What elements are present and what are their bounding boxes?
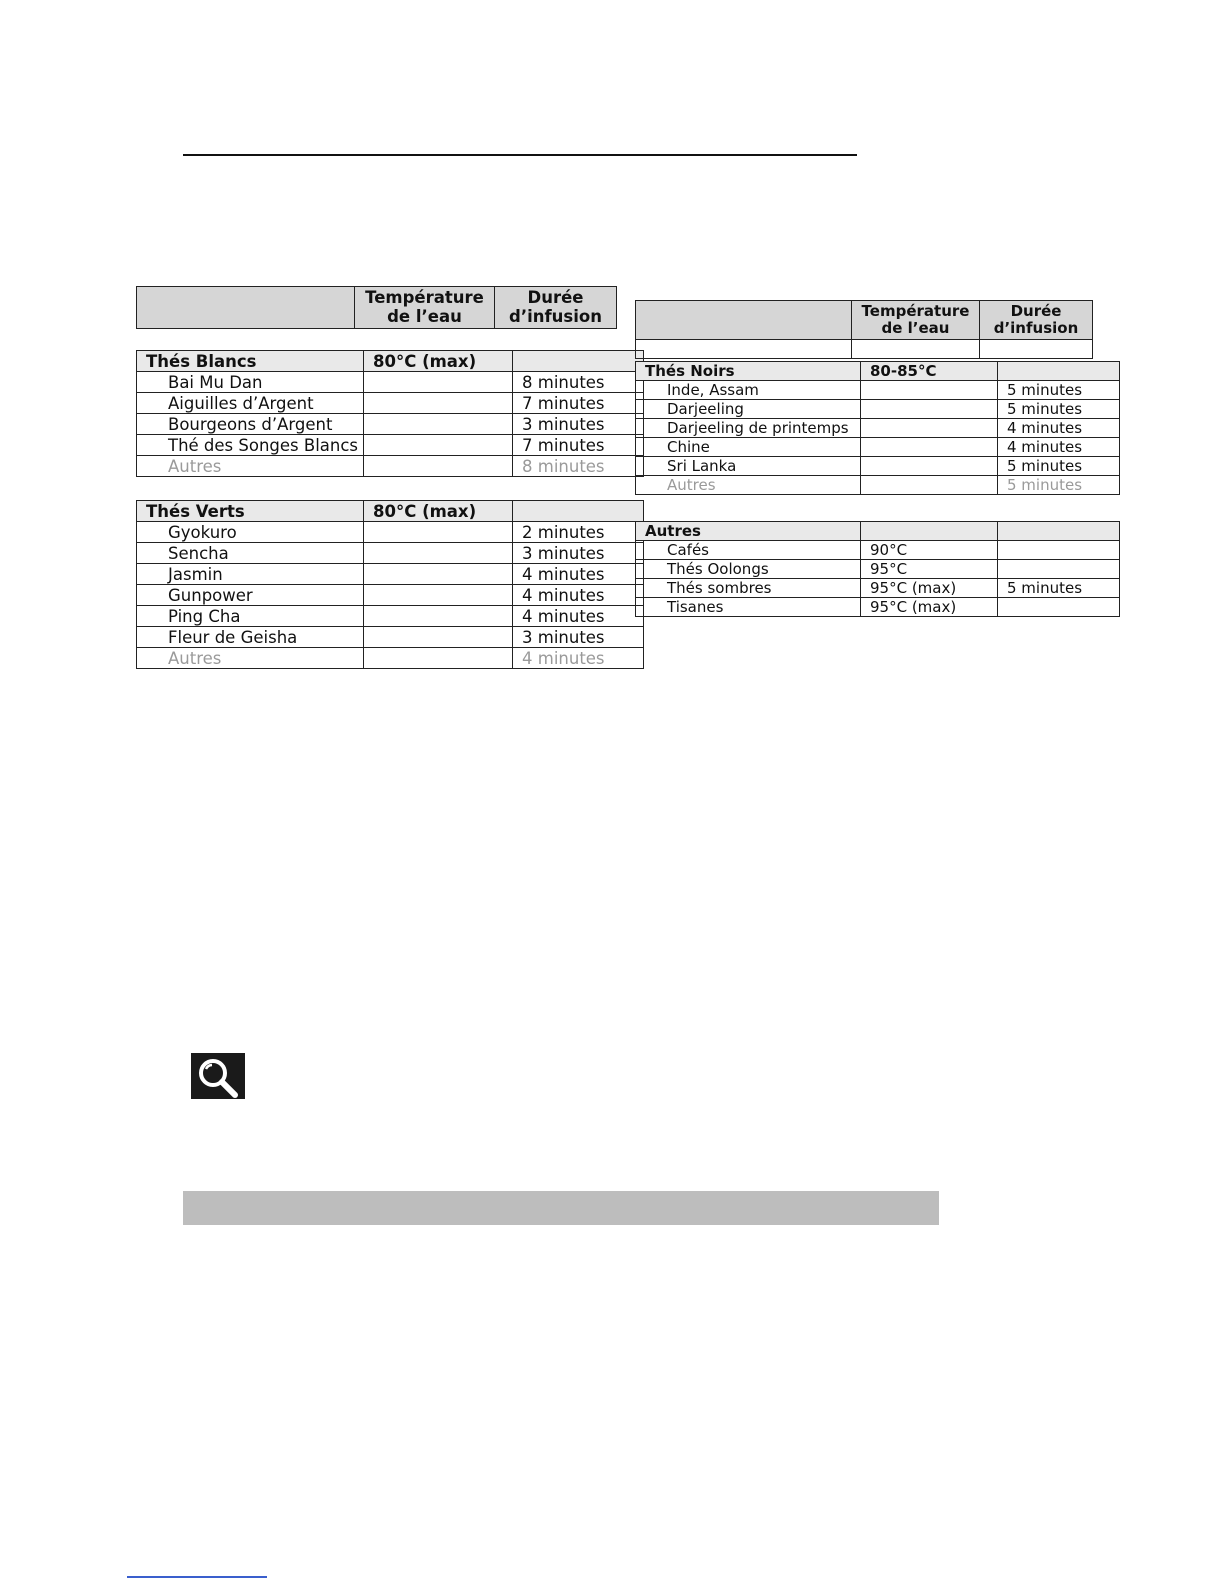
- table-row: [636, 400, 1120, 419]
- header-temperature: Température de l’eau: [355, 287, 495, 329]
- table-row: [137, 435, 644, 456]
- group-name: Autres: [636, 522, 861, 541]
- tea-name: Autres: [137, 648, 364, 669]
- tea-duration: 7 minutes: [513, 393, 644, 414]
- black-teas-table: [635, 361, 1120, 495]
- tea-name: Sencha: [137, 543, 364, 564]
- tea-temperature: [364, 522, 513, 543]
- header-temperature: Température de l’eau: [852, 301, 980, 340]
- tea-temperature: 95°C (max): [861, 598, 998, 617]
- tea-name: Thé des Songes Blancs: [137, 435, 364, 456]
- tea-duration: 4 minutes: [998, 438, 1120, 457]
- tea-temperature: [364, 414, 513, 435]
- spacer-row: [636, 340, 1093, 359]
- tea-temperature: [364, 564, 513, 585]
- table-row: [636, 457, 1120, 476]
- section-bar: [183, 1191, 939, 1225]
- tea-duration: 8 minutes: [513, 456, 644, 477]
- group-temperature: [861, 522, 998, 541]
- header-empty-cell: [636, 301, 852, 340]
- tea-duration: 8 minutes: [513, 372, 644, 393]
- group-name: Thés Verts: [137, 501, 364, 522]
- table-row: [137, 522, 644, 543]
- title-underline: [183, 154, 857, 156]
- tea-temperature: 95°C: [861, 560, 998, 579]
- green-teas-table: [136, 500, 644, 669]
- table-row: [137, 648, 644, 669]
- tea-temperature: [861, 457, 998, 476]
- tea-duration: 3 minutes: [513, 543, 644, 564]
- group-temperature: 80°C (max): [364, 351, 513, 372]
- tea-duration: 4 minutes: [513, 585, 644, 606]
- tea-temperature: 95°C (max): [861, 579, 998, 598]
- other-drinks-table: [635, 521, 1120, 617]
- tea-name: Darjeeling de printemps: [636, 419, 861, 438]
- table-row: [137, 564, 644, 585]
- group-name: Thés Blancs: [137, 351, 364, 372]
- tea-duration: 3 minutes: [513, 414, 644, 435]
- tea-name: Bourgeons d’Argent: [137, 414, 364, 435]
- tea-temperature: [861, 476, 998, 495]
- tea-name: Thés sombres: [636, 579, 861, 598]
- group-temperature: 80-85°C: [861, 362, 998, 381]
- table-row: [137, 627, 644, 648]
- table-row: [137, 543, 644, 564]
- table-row: [137, 372, 644, 393]
- table-row: [636, 598, 1120, 617]
- tea-temperature: [861, 400, 998, 419]
- table-row: [137, 606, 644, 627]
- tea-name: Bai Mu Dan: [137, 372, 364, 393]
- table-row: [636, 381, 1120, 400]
- tea-duration: 4 minutes: [513, 564, 644, 585]
- table-row: [636, 541, 1120, 560]
- tea-name: Tisanes: [636, 598, 861, 617]
- tea-duration: 4 minutes: [513, 648, 644, 669]
- tea-duration: [998, 560, 1120, 579]
- table-row: [137, 585, 644, 606]
- tea-temperature: [364, 543, 513, 564]
- tea-duration: 3 minutes: [513, 627, 644, 648]
- tea-temperature: [364, 648, 513, 669]
- tea-duration: 5 minutes: [998, 381, 1120, 400]
- left-header-table: [136, 286, 617, 329]
- header-duration: Durée d’infusion: [495, 287, 617, 329]
- tea-name: Sri Lanka: [636, 457, 861, 476]
- group-row: [137, 351, 644, 372]
- tea-name: Cafés: [636, 541, 861, 560]
- table-row: [636, 560, 1120, 579]
- tea-duration: 4 minutes: [998, 419, 1120, 438]
- header-duration: Durée d’infusion: [980, 301, 1093, 340]
- group-name: Thés Noirs: [636, 362, 861, 381]
- tea-name: Gunpower: [137, 585, 364, 606]
- tea-name: Fleur de Geisha: [137, 627, 364, 648]
- group-temperature: 80°C (max): [364, 501, 513, 522]
- tea-temperature: [364, 606, 513, 627]
- tea-temperature: [861, 419, 998, 438]
- table-row: [137, 393, 644, 414]
- tea-name: Thés Oolongs: [636, 560, 861, 579]
- group-row: [636, 362, 1120, 381]
- table-row: [636, 579, 1120, 598]
- tea-duration: 7 minutes: [513, 435, 644, 456]
- white-teas-table: [136, 350, 644, 477]
- footer-link-underline[interactable]: [127, 1576, 267, 1578]
- table-row: [636, 438, 1120, 457]
- tea-name: Chine: [636, 438, 861, 457]
- tea-temperature: [364, 627, 513, 648]
- tea-name: Autres: [137, 456, 364, 477]
- tea-temperature: [364, 393, 513, 414]
- tea-duration: 4 minutes: [513, 606, 644, 627]
- table-row: [137, 456, 644, 477]
- tea-name: Aiguilles d’Argent: [137, 393, 364, 414]
- tea-duration: 2 minutes: [513, 522, 644, 543]
- tea-name: Gyokuro: [137, 522, 364, 543]
- tea-duration: [998, 598, 1120, 617]
- tea-name: Inde, Assam: [636, 381, 861, 400]
- magnifier-icon: [191, 1053, 245, 1099]
- right-header-table: [635, 300, 1093, 359]
- group-row: [636, 522, 1120, 541]
- tea-duration: 5 minutes: [998, 400, 1120, 419]
- tea-duration: 5 minutes: [998, 476, 1120, 495]
- tea-name: Darjeeling: [636, 400, 861, 419]
- tea-duration: [998, 541, 1120, 560]
- tea-temperature: [861, 438, 998, 457]
- tea-temperature: [364, 585, 513, 606]
- tea-temperature: [861, 381, 998, 400]
- tea-name: Autres: [636, 476, 861, 495]
- tea-temperature: 90°C: [861, 541, 998, 560]
- group-row: [137, 501, 644, 522]
- table-row: [636, 419, 1120, 438]
- tea-temperature: [364, 435, 513, 456]
- tea-temperature: [364, 372, 513, 393]
- table-row: [137, 414, 644, 435]
- header-empty-cell: [137, 287, 355, 329]
- table-row: [636, 476, 1120, 495]
- tea-duration: 5 minutes: [998, 457, 1120, 476]
- tea-temperature: [364, 456, 513, 477]
- tea-name: Jasmin: [137, 564, 364, 585]
- tea-duration: 5 minutes: [998, 579, 1120, 598]
- tea-name: Ping Cha: [137, 606, 364, 627]
